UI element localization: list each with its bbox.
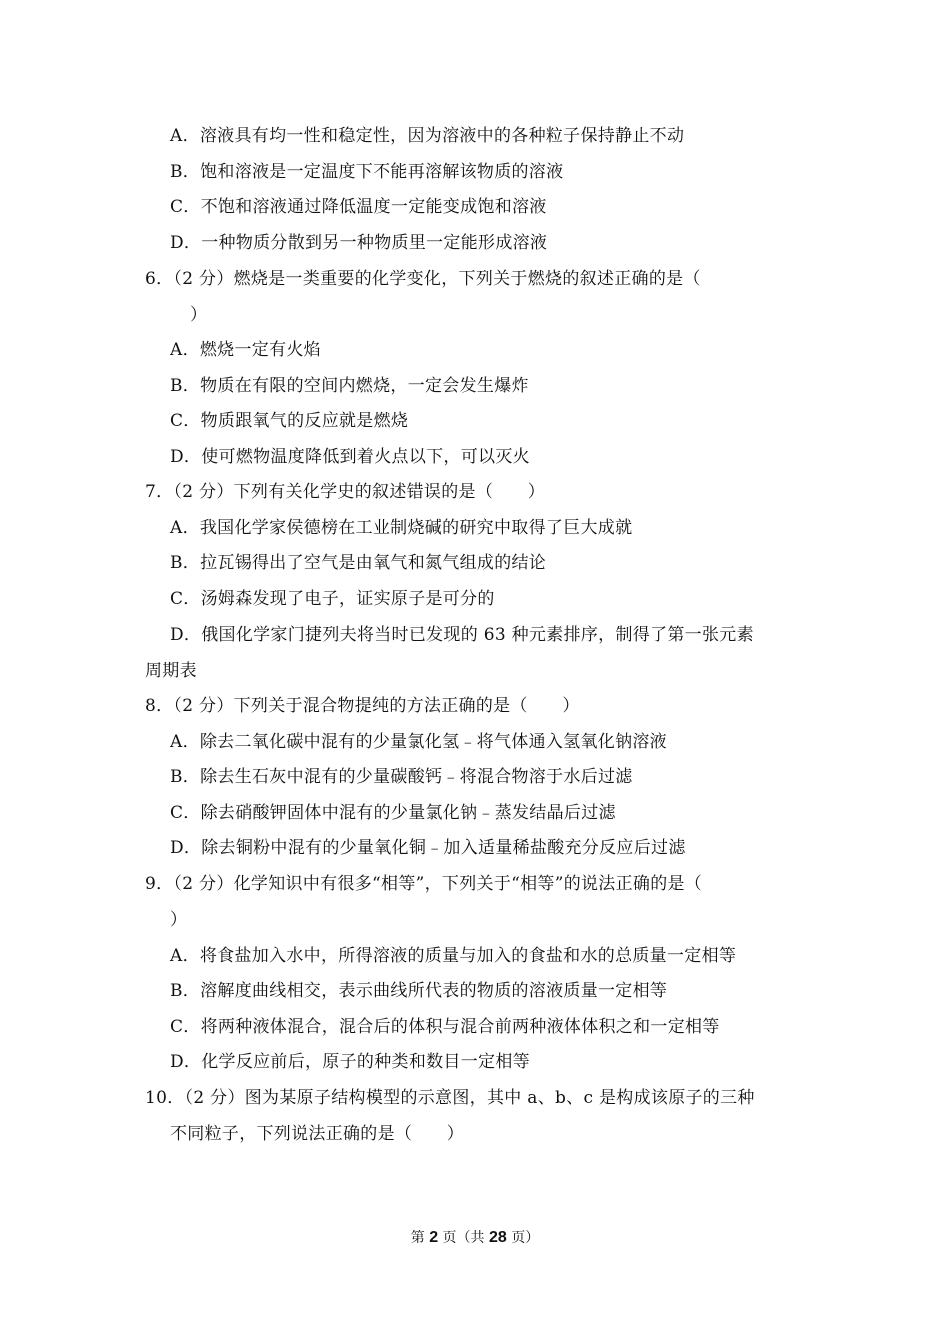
q9-stem-continuation: ）	[170, 910, 188, 930]
q5-option-a: A．溶液具有均一性和稳定性，因为溶液中的各种粒子保持静止不动	[170, 126, 685, 146]
q7-option-b: B．拉瓦锡得出了空气是由氧气和氮气组成的结论	[170, 553, 547, 573]
q8-option-b: B．除去生石灰中混有的少量碳酸钙﹣将混合物溶于水后过滤	[170, 767, 633, 787]
q8-option-a: A．除去二氧化碳中混有的少量氯化氢﹣将气体通入氢氧化钠溶液	[170, 732, 667, 752]
q5-option-c: C．不饱和溶液通过降低温度一定能变成饱和溶液	[170, 197, 547, 217]
page-footer	[0, 1228, 950, 1248]
q9-stem: 9．（2 分）化学知识中有很多“相等”，下列关于“相等”的说法正确的是（	[145, 874, 703, 894]
q6-stem: 6．（2 分）燃烧是一类重要的化学变化，下列关于燃烧的叙述正确的是（	[145, 269, 701, 289]
q9-option-a: A．将食盐加入水中，所得溶液的质量与加入的食盐和水的总质量一定相等	[170, 946, 737, 966]
q9-option-b: B．溶解度曲线相交，表示曲线所代表的物质的溶液质量一定相等	[170, 981, 668, 1001]
q7-option-c: C．汤姆森发现了电子，证实原子是可分的	[170, 589, 495, 609]
footer-total-pages: 28	[489, 1229, 507, 1246]
q10-stem: 10．（2 分）图为某原子结构模型的示意图，其中 a、b、c 是构成该原子的三种	[145, 1088, 755, 1108]
q9-option-d: D．化学反应前后，原子的种类和数目一定相等	[170, 1052, 530, 1072]
footer-prefix: 第	[410, 1230, 430, 1246]
q6-option-c: C．物质跟氧气的反应就是燃烧	[170, 411, 409, 431]
q6-option-b: B．物质在有限的空间内燃烧，一定会发生爆炸	[170, 376, 529, 396]
q7-option-a: A．我国化学家侯德榜在工业制烧碱的研究中取得了巨大成就	[170, 518, 633, 538]
q10-stem-continuation: 不同粒子，下列说法正确的是（ ）	[170, 1124, 465, 1144]
footer-page-number: 2	[429, 1229, 439, 1246]
q5-option-d: D．一种物质分散到另一种物质里一定能形成溶液	[170, 233, 548, 253]
q5-option-b: B．饱和溶液是一定温度下不能再溶解该物质的溶液	[170, 162, 564, 182]
q7-option-d: D．俄国化学家门捷列夫将当时已发现的 63 种元素排序，制得了第一张元素	[170, 625, 754, 645]
q6-stem-continuation: ）	[190, 305, 208, 325]
q7-option-d-continuation: 周期表	[145, 661, 197, 681]
q6-option-d: D．使可燃物温度降低到着火点以下，可以灭火	[170, 447, 530, 467]
footer-suffix: 页）	[506, 1230, 540, 1246]
footer-middle: 页（共	[438, 1230, 489, 1246]
q8-option-c: C．除去硝酸钾固体中混有的少量氯化钠﹣蒸发结晶后过滤	[170, 803, 616, 823]
q7-stem: 7．（2 分）下列有关化学史的叙述错误的是（ ）	[145, 482, 546, 502]
q6-option-a: A．燃烧一定有火焰	[170, 340, 321, 360]
q8-option-d: D．除去铜粉中混有的少量氧化铜﹣加入适量稀盐酸充分反应后过滤	[170, 838, 686, 858]
q8-stem: 8．（2 分）下列关于混合物提纯的方法正确的是（ ）	[145, 696, 580, 716]
q9-option-c: C．将两种液体混合，混合后的体积与混合前两种液体体积之和一定相等	[170, 1017, 720, 1037]
